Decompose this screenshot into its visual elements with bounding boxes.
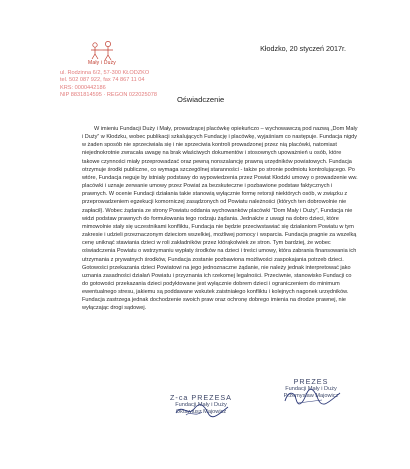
statement-body [82,125,358,313]
signature-block-vice-president [166,395,236,415]
foundation-logo [84,40,120,68]
signature-org: Fundacji Mały i Duży [285,385,337,392]
signature-role: PREZES [293,377,329,386]
handwritten-signature-icon [282,387,342,407]
document-date: Kłodzko, 20 styczeń 2017r. [260,44,346,53]
document-title: Oświadczenie [177,95,225,104]
signature-block-president [272,379,350,399]
handwritten-signature-icon [174,401,230,419]
letterhead-contact [60,70,180,100]
letterhead-address: ul. Rodzinna 6/2, 57-300 KŁODZKO [60,70,150,76]
logo-figures-icon [84,40,120,62]
signature-name: Oktawiusz Majowicz [175,408,227,415]
letterhead-nip-regon: NIP 8831814595 · REGON 022025078 [60,92,157,99]
signature-name: Przemysław Majowicz [283,392,339,399]
signature-role: Z-ca PREZESA [170,393,232,402]
letterhead-krs: KRS: 0000442186 [60,84,106,91]
signature-org: Fundacji Mały i Duży [175,401,227,408]
logo-brand-text: Mały i Duży [87,60,117,66]
letterhead-phone: tel. 502 087 922, fax 74 867 11 04 [60,77,145,84]
statement-paragraph: W imieniu Fundacji Duży i Mały, prowadzącej placówkę opiekuńczo – wychowawczą pod nazwą „Dom Mały i Duży” w Kłodzku, wobec publikacji szkalujących Fundację i placówkę, wyjaśniam co następuje. Fundacja nigdy w żaden sposób nie sprzeciwiała się i nie sprzeciwia kontroli prowadzonej przez nią placówki, natomiast niejednokrotnie zwracała uwagę na brak właściwych dokumentów i stosownych upoważnień u osób, które takowe czynności miały przeprowadzać oraz pewną nonszalancję prawną urzędników powiatowych. Fundacja otrzymuje środki publiczne, co wymaga szczególnej staranności - także po stronie podmiotu kontrolującego. Po wtóre, Fundacja neguje by istniały podstawy do wypowiedzenia przez Powiat Kłodzki umowy o prowadzenie ww. placówki i uznaje zerwanie umowy przez Powiat za bezskuteczne i pozbawione podstaw faktycznych i prawnych. W ocenie Fundacji działania takie stanowią wyłącznie formę retorsji niektórych osób, w związku z przeprowadzeniem egzekucji komorniczej zasądzonych od Powiatu należności (których ten dobrowolnie nie zapłacił). Wobec żądania ze strony Powiatu oddania wychowanków placówki “Dom Mały i Duży”, Fundacja nie widzi podstaw prawnych do formułowania tego rodzaju żądania. Jednakże z uwagi na dobro dzieci, które mimowolnie stały się uczestnikami konfliktu, Fundacja nie będzie przeciwstawiać się działaniom Powiatu w tym zakresie i udzieli przeznaczonym dzieciom wszelkiej, możliwej pomocy i wsparcia. Fundacja pragnie za wszelką cenę uniknąć stawiania dzieci w roli zakładników przez którąkolwiek ze stron. Tym bardziej, że wobec oświadczenia Powiatu o wstrzymaniu wypłaty środków na dzieci i treści umowy, która zabrania finansowania ich utrzymania z prywatnych środków, Fundacja zostanie pozbawiona możliwości zaspokajania potrzeb dzieci. Gotowości przekazania dzieci Powiatowi na jego jednoznaczne żądanie, nie należy jednak interpretować jako uznania zasadności działań Powiatu i przyznania ich rzekomej legalności. Przeciwnie, stanowisko Fundacji co do gotowości przekazania dzieci podyktowane jest wyłącznie dobrem dzieci i ograniczeniem do minimum ewentualnego stresu, jakiemu są poddawane wskutek zaistniałego konfliktu i kolejnych nagonek urzędników. Fundacja zastrzega jednak dochodzenie swoich praw oraz ochronę dobrego imienia na drodze prawnej, nie wyłączając drogi sądowej. [82,126,358,312]
